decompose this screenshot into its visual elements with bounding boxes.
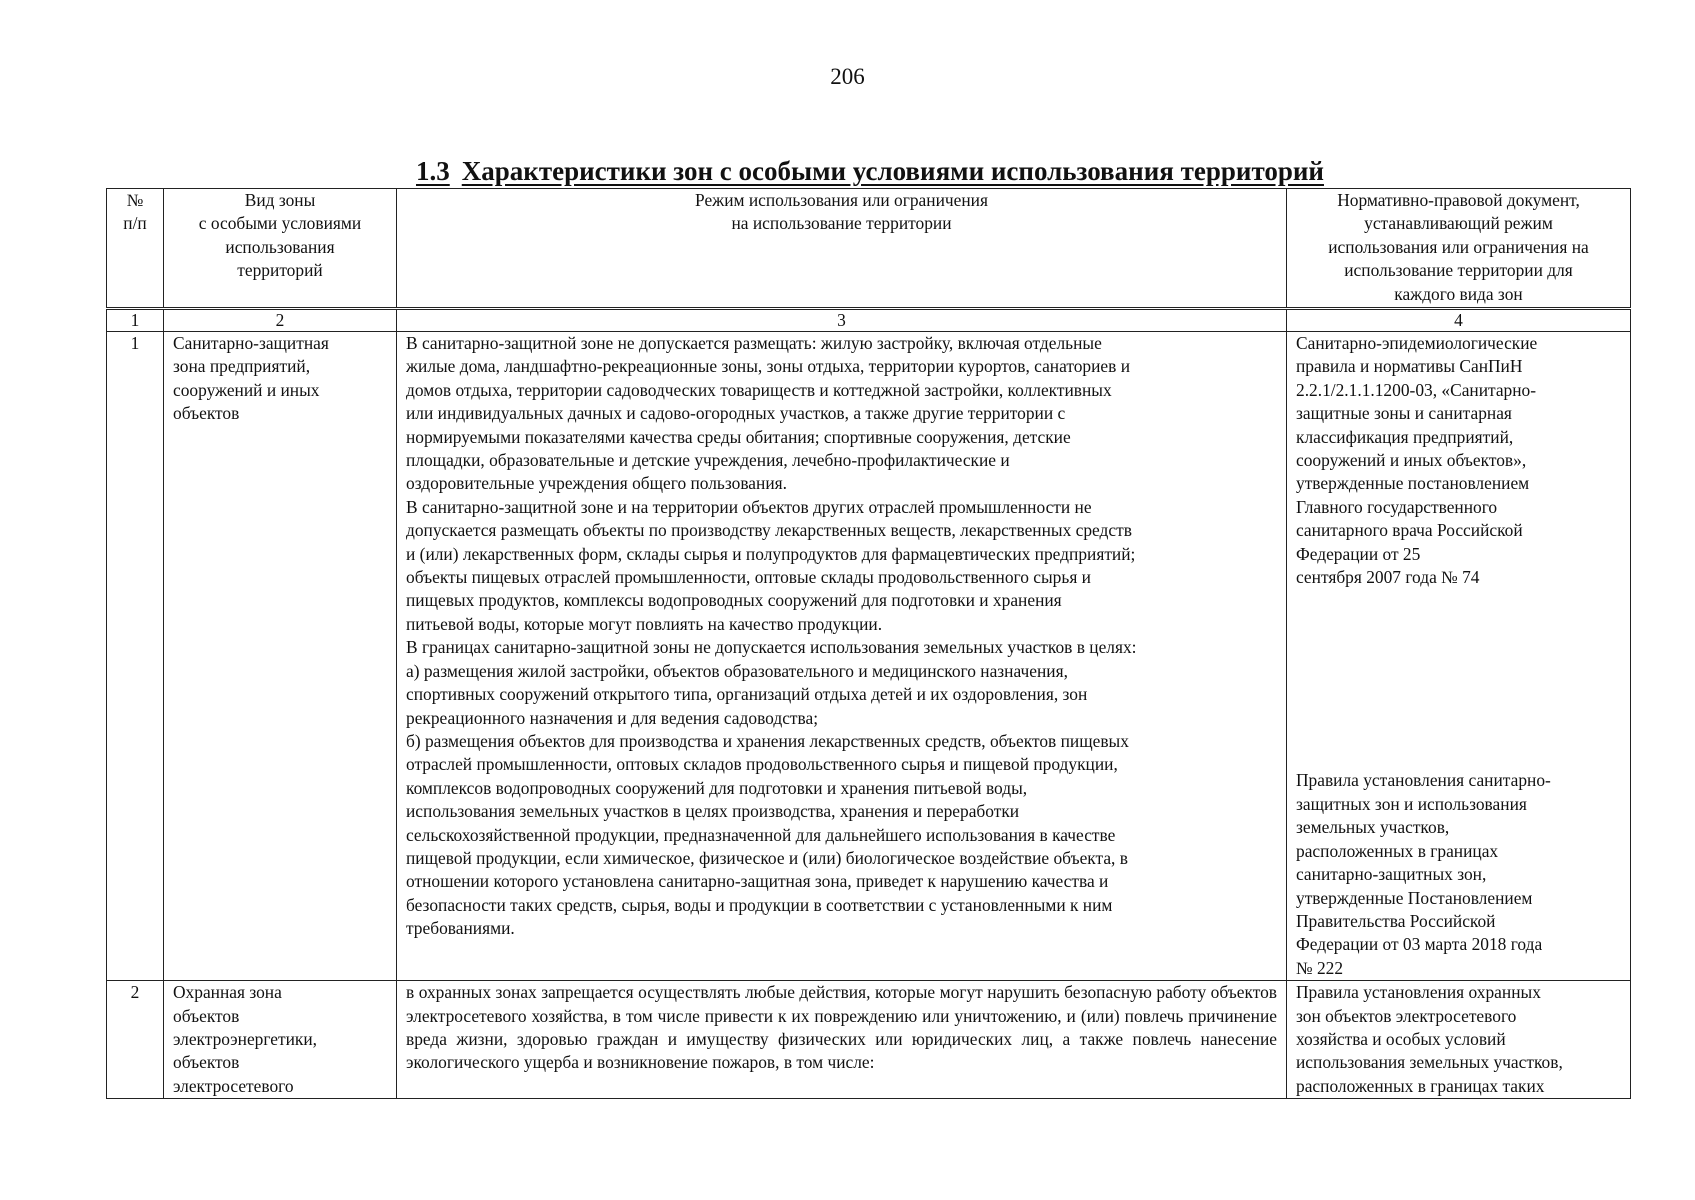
column-number: 2 bbox=[164, 309, 397, 332]
legal-document-text: Санитарно-эпидемиологические правила и нормативы СанПиН 2.2.1/2.1.1.1200-03, «Санитарно- защитные зоны и санитарная классификация предприятий, сооружений и иных объектов», утвержденные постановлением Главного государственного санитарного врача Российской Федерации от 25 сентября 2007 года № 74 bbox=[1296, 333, 1538, 588]
row-number: 1 bbox=[107, 332, 164, 981]
table-row bbox=[107, 332, 1631, 981]
header-number: № п/п bbox=[107, 189, 164, 309]
header-usage-regime: Режим использования или ограничения на использование территории bbox=[397, 189, 1287, 309]
column-number-row bbox=[107, 309, 1631, 332]
usage-regime-cell: в охранных зонах запрещается осуществлять любые действия, которые могут нарушить безопасную работу объектов электросетевого хозяйства, в том числе привести к их повреждению или уничтожению, и (или) повлечь причинение вреда жизни, здоровью граждан и имуществу физических или юридических лиц, а также повлечь нанесение экологического ущерба и возникновение пожаров, в том числе: bbox=[397, 981, 1287, 1099]
row-number: 2 bbox=[107, 981, 164, 1099]
column-number: 1 bbox=[107, 309, 164, 332]
legal-document-cell bbox=[1287, 332, 1631, 981]
legal-document-cell: Правила установления охранных зон объектов электросетевого хозяйства и особых условий использования земельных участков, расположенных в границах таких bbox=[1287, 981, 1631, 1099]
zones-table bbox=[106, 188, 1631, 1099]
zone-type-cell: Санитарно-защитная зона предприятий, сооружений и иных объектов bbox=[164, 332, 397, 981]
table-header-row bbox=[107, 189, 1631, 309]
column-number: 4 bbox=[1287, 309, 1631, 332]
usage-regime-cell: В санитарно-защитной зоне не допускается размещать: жилую застройку, включая отдельные жилые дома, ландшафтно-рекреационные зоны, зоны отдыха, территории курортов, санаториев и домов отдыха, территории садоводческих товариществ и коттеджной застройки, коллективных или индивидуальных дачных и садово-огородных участков, а также другие территории с нормируемыми показателями качества среды обитания; спортивные сооружения, детские площадки, образовательные и детские учреждения, лечебно-профилактические и оздоровительные учреждения общего пользования. В санитарно-защитной зоне и на территории объектов других отраслей промышленности не допускается размещать объекты по производству лекарственных веществ, лекарственных средств и (или) лекарственных форм, склады сырья и полупродуктов для фармацевтических предприятий; объекты пищевых отраслей промышленности, оптовые склады продовольственного сырья и пищевых продуктов, комплексы водопроводных сооружений для подготовки и хранения питьевой воды, которые могут повлиять на качество продукции. В границах санитарно-защитной зоны не допускается использования земельных участков в целях: а) размещения жилой застройки, объектов образовательного и медицинского назначения, спортивных сооружений открытого типа, организаций отдыха детей и их оздоровления, зон рекреационного назначения и для ведения садоводства; б) размещения объектов для производства и хранения лекарственных средств, объектов пищевых отраслей промышленности, оптовых складов продовольственного сырья и пищевой продукции, комплексов водопроводных сооружений для подготовки и хранения питьевой воды, использования земельных участков в целях производства, хранения и переработки сельскохозяйственной продукции, предназначенной для дальнейшего использования в качестве пищевой продукции, если химическое, физическое и (или) биологическое воздействие объекта, в отношении которого установлена санитарно-защитная зона, приведет к нарушению качества и безопасности таких средств, сырья, воды и продукции в соответствии с установленными к ним требованиями. bbox=[397, 332, 1287, 981]
legal-document-text: Правила установления санитарно- защитных зон и использования земельных участков, расположенных в границах санитарно-защитных зон, утвержденные Постановлением Правительства Российской Федерации от 03 марта 2018 года № 222 bbox=[1296, 770, 1551, 978]
section-title bbox=[0, 156, 1695, 187]
section-number: 1.3 bbox=[416, 156, 450, 186]
page-number: 206 bbox=[830, 64, 865, 89]
header-legal-document: Нормативно-правовой документ, устанавливающий режим использования или ограничения на использование территории для каждого вида зон bbox=[1287, 189, 1631, 309]
table-row bbox=[107, 981, 1631, 1099]
section-title-text: Характеристики зон с особыми условиями использования территорий bbox=[461, 156, 1324, 186]
column-number: 3 bbox=[397, 309, 1287, 332]
document-spacer bbox=[1296, 589, 1621, 769]
header-zone-type: Вид зоны с особыми условиями использования территорий bbox=[164, 189, 397, 309]
zone-type-cell: Охранная зона объектов электроэнергетики, объектов электросетевого bbox=[164, 981, 397, 1099]
